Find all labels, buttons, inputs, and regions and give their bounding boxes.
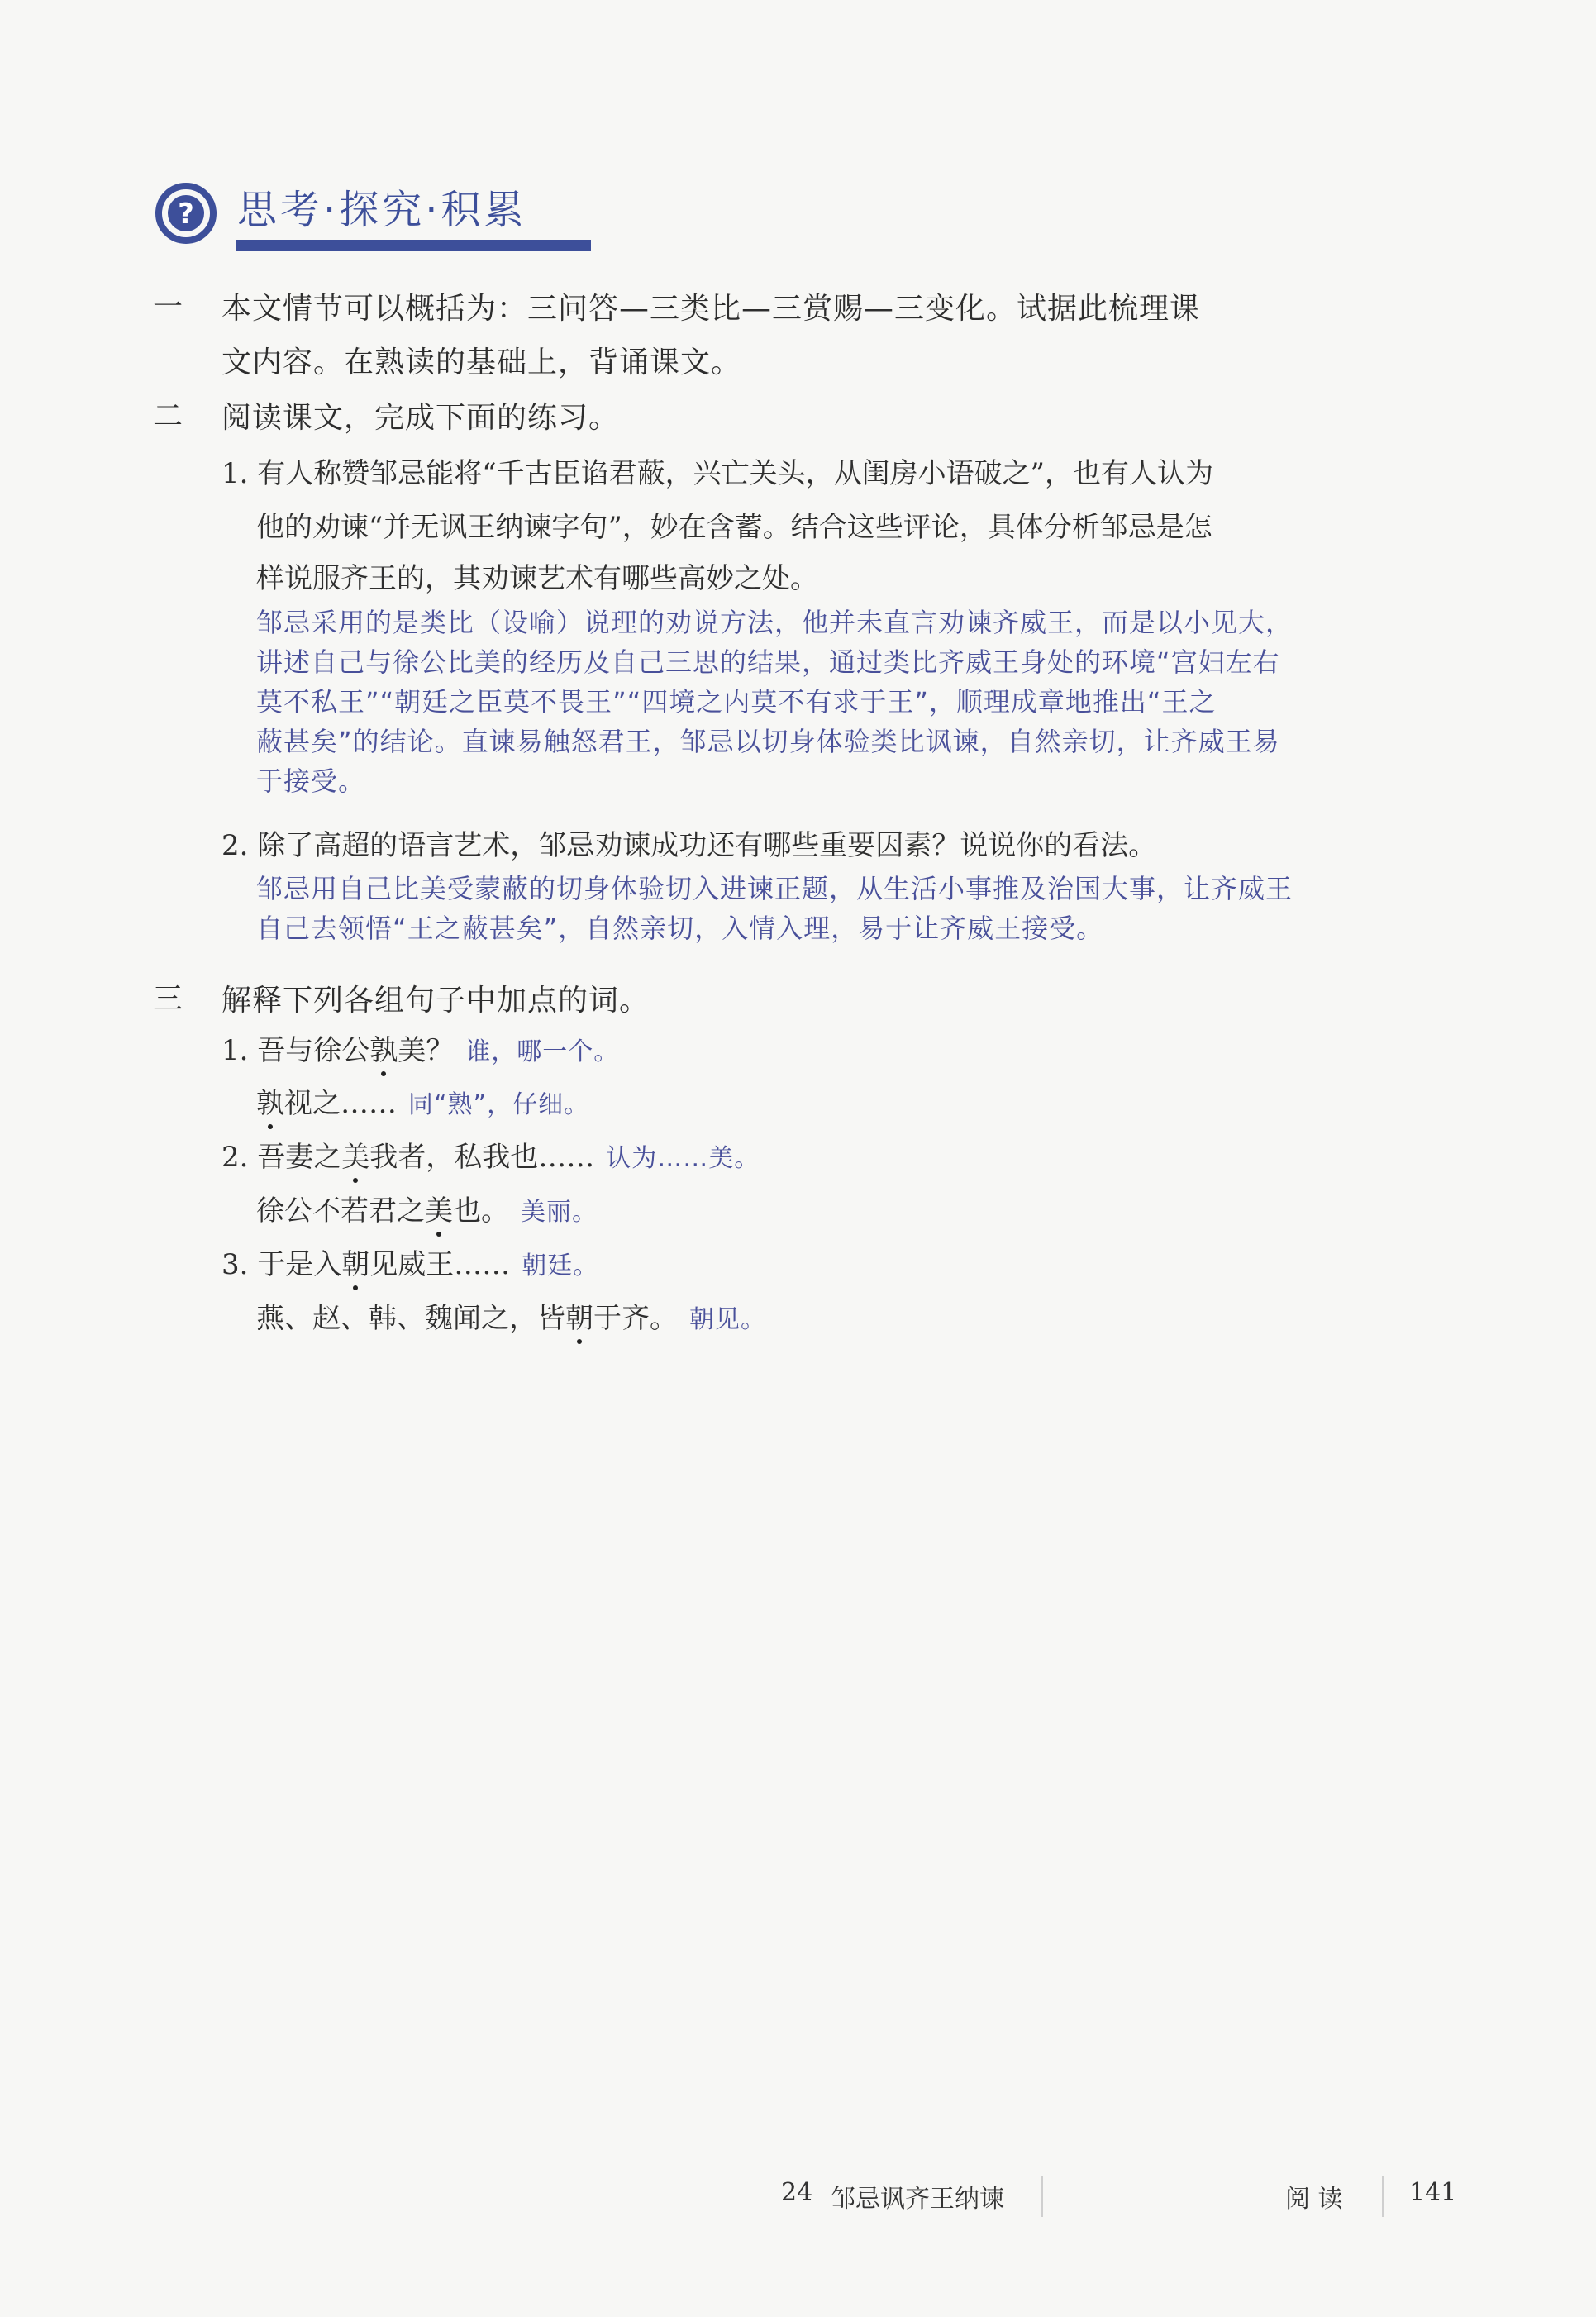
q3-item-text: 1. 吾与徐公	[222, 1034, 370, 1067]
q1-number: 一	[153, 290, 183, 324]
q1-line-2: 文内容。在熟读的基础上，背诵课文。	[222, 346, 742, 379]
emphasized-word: 美	[341, 1134, 369, 1175]
q3-answer: 朝廷。	[522, 1251, 599, 1280]
q3-number: 三	[153, 982, 183, 1016]
q3-item-text: 美？	[398, 1034, 455, 1067]
q3-item	[222, 1027, 619, 1068]
q3-answer: 认为……美。	[606, 1144, 760, 1173]
footer-section: 阅 读	[1285, 2185, 1343, 2214]
q3-item-text: 我者，私我也……	[369, 1141, 595, 1174]
q2-sub1-line-2: 他的劝谏“并无讽王纳谏字句”，妙在含蓄。结合这些评论，具体分析邹忌是怎	[256, 511, 1212, 544]
q3-answer: 同“熟”，仔细。	[408, 1090, 590, 1119]
q3-item-text: 见威王……	[369, 1248, 511, 1281]
emphasized-word: 孰	[256, 1080, 284, 1121]
q3-answer: 朝见。	[689, 1305, 766, 1334]
q2-sub1-line-1: 1. 有人称赞邹忌能将“千古臣谄君蔽，兴亡关头，从闺房小语破之”，也有人认为	[222, 457, 1214, 490]
q3-item-text: 2. 吾妻之	[222, 1141, 342, 1174]
q3-answer: 美丽。	[521, 1198, 598, 1227]
q2-sub1-line-3: 样说服齐王的，其劝谏艺术有哪些高妙之处。	[256, 562, 818, 595]
q2-sub1-answer-line: 于接受。	[256, 765, 366, 797]
footer-lesson-title: 邹忌讽齐王纳谏	[831, 2185, 1004, 2214]
section-title: 思考·探究·积累	[237, 187, 527, 233]
footer-divider	[1382, 2176, 1384, 2217]
q2-sub2-answer-line: 自己去领悟“王之蔽甚矣”，自然亲切，入情入理，易于让齐威王接受。	[256, 913, 1104, 944]
section-title-underline	[236, 240, 591, 251]
q1-line-1: 本文情节可以概括为：三问答—三类比—三赏赐—三变化。试据此梳理课	[222, 292, 1201, 326]
q3-item-text: 于齐。	[593, 1302, 678, 1335]
q3-answer: 谁，哪一个。	[465, 1037, 620, 1066]
q2-sub1-answer-line: 邹忌采用的是类比（设喻）说理的劝说方法，他并未直言劝谏齐威王，而是以小见大，	[256, 607, 1293, 638]
q2-sub1-answer-line: 莫不私王”“朝廷之臣莫不畏王”“四境之内莫不有求于王”，顺理成章地推出“王之	[256, 686, 1217, 718]
q3-item	[256, 1080, 589, 1121]
q2-number: 二	[153, 399, 183, 433]
emphasized-word: 朝	[341, 1242, 369, 1282]
footer-divider	[1041, 2176, 1043, 2217]
page-number: 141	[1409, 2178, 1457, 2207]
q3-item	[222, 1242, 598, 1282]
q3-item	[256, 1188, 598, 1228]
question-mark-icon	[153, 180, 219, 246]
q3-item-text: 徐公不若君之	[256, 1194, 425, 1228]
q2-sub1-answer-line: 讲述自己与徐公比美的经历及自己三思的结果，通过类比齐威王身处的环境“宫妇左右	[256, 646, 1280, 678]
q3-item-text: 3. 于是入	[222, 1248, 342, 1281]
q2-sub2-line-1: 2. 除了高超的语言艺术，邹忌劝谏成功还有哪些重要因素？说说你的看法。	[222, 829, 1157, 862]
emphasized-word: 美	[425, 1188, 453, 1228]
q3-item-text: 也。	[453, 1194, 509, 1228]
q2-sub2-answer-line: 邹忌用自己比美受蒙蔽的切身体验切入进谏正题，从生活小事推及治国大事，让齐威王	[256, 873, 1293, 904]
q3-item	[256, 1295, 766, 1336]
q3-item-text: 燕、赵、韩、魏闻之，皆	[256, 1302, 565, 1335]
q2-sub1-answer-line: 蔽甚矣”的结论。直谏易触怒君王，邹忌以切身体验类比讽谏，自然亲切，让齐威王易	[256, 726, 1280, 757]
emphasized-word: 朝	[565, 1295, 593, 1336]
q2-text: 阅读课文，完成下面的练习。	[222, 401, 620, 435]
emphasized-word: 孰	[369, 1027, 398, 1068]
q3-item-text: 视之……	[284, 1087, 397, 1120]
q3-item	[222, 1134, 760, 1175]
footer-lesson-number: 24	[781, 2178, 813, 2207]
svg-text:?: ?	[178, 198, 194, 231]
q3-text: 解释下列各组句子中加点的词。	[222, 984, 650, 1018]
